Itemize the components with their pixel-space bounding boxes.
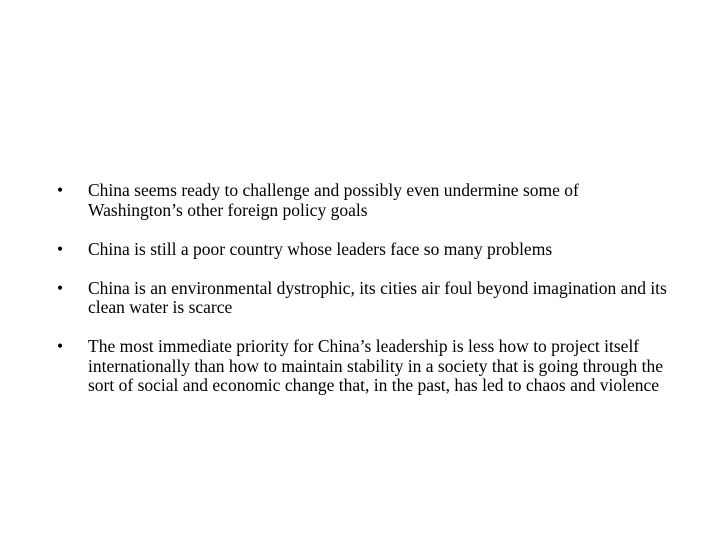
bullet-item (57, 181, 677, 220)
bullet-text: China is still a poor country whose leaders face so many problems (88, 238, 553, 259)
bullet-icon: • (57, 277, 64, 298)
bullet-text: China seems ready to challenge and possibly even undermine some of Washington’s other foreign policy goals (88, 180, 579, 220)
bullet-icon: • (57, 238, 64, 259)
bullet-item (57, 240, 677, 260)
bullet-item (57, 337, 677, 396)
bullet-item (57, 279, 677, 318)
bullet-text: The most immediate priority for China’s leadership is less how to project itself internationally than how to maintain stability in a society that is going through the sort of social and economic change that, in the past, has led to chaos and violence (88, 336, 663, 395)
bullet-icon: • (57, 336, 64, 356)
bullet-icon: • (57, 180, 64, 200)
bullet-text: China is an environmental dystrophic, its cities air foul beyond imagination and its clean water is scarce (88, 277, 667, 317)
bullet-list (57, 181, 677, 415)
